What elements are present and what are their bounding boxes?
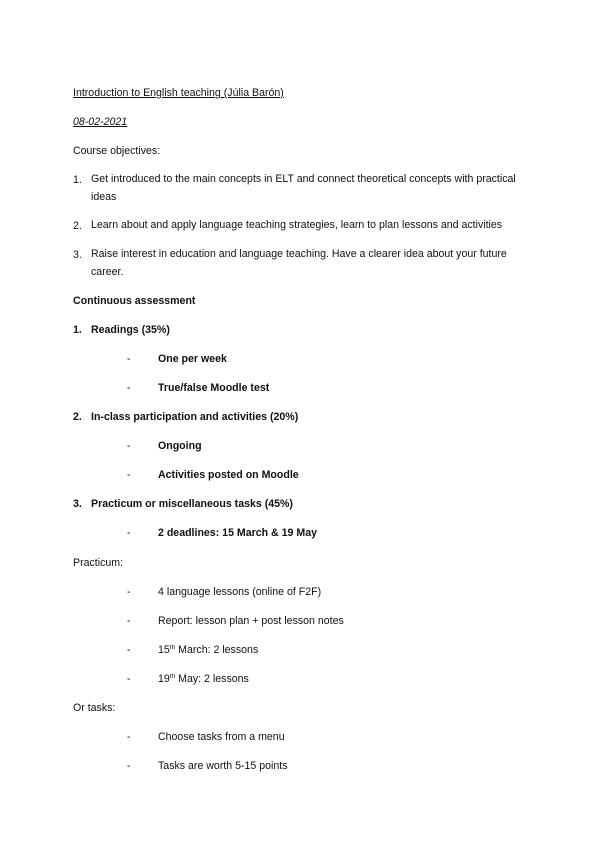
bullet-dash: - [127,644,131,656]
objective-number: 3. [73,249,82,261]
bullet-text: 2 deadlines: 15 March & 19 May [158,527,317,539]
assessment-number: 1. [73,324,82,336]
bullet-text: One per week [158,353,227,365]
assessment-label: Readings (35%) [91,324,170,336]
document-title: Introduction to English teaching (Júlia Barón) [73,87,284,99]
date-rest: May: 2 lessons [175,673,249,685]
bullet-text: Activities posted on Moodle [158,469,299,481]
bullet-text: 4 language lessons (online of F2F) [158,586,322,598]
objective-text: Raise interest in education and language teaching. Have a clearer idea about your future career. [91,248,507,278]
bullet-dash: - [127,615,131,627]
bullet-text: Tasks are worth 5-15 points [158,760,288,772]
bullet-dash: - [127,527,131,539]
date-day: 19 [158,673,170,685]
bullet-text-date [158,643,258,657]
bullet-text: Ongoing [158,440,202,452]
date-day: 15 [158,644,170,656]
objective-text: Get introduced to the main concepts in ELT and connect theoretical concepts with practical ideas [91,173,516,203]
bullet-text-date [158,672,249,686]
tasks-heading: Or tasks: [73,702,116,714]
assessment-number: 2. [73,411,82,423]
objective-number: 2. [73,220,82,232]
bullet-text: Choose tasks from a menu [158,731,285,743]
assessment-label: In-class participation and activities (20%) [91,411,299,423]
date-suffix: th [169,673,176,680]
bullet-text: Report: lesson plan + post lesson notes [158,615,344,627]
bullet-dash: - [127,731,131,743]
assessment-number: 3. [73,498,82,510]
assessment-heading: Continuous assessment [73,295,196,307]
bullet-dash: - [127,353,131,365]
bullet-dash: - [127,382,131,394]
date-suffix: th [169,644,176,651]
bullet-dash: - [127,673,131,685]
bullet-dash: - [127,586,131,598]
document-date: 08-02-2021 [73,116,128,128]
assessment-label: Practicum or miscellaneous tasks (45%) [91,498,293,510]
bullet-dash: - [127,440,131,452]
date-rest: March: 2 lessons [175,644,259,656]
objective-number: 1. [73,174,82,186]
bullet-dash: - [127,760,131,772]
practicum-heading: Practicum: [73,557,124,569]
bullet-dash: - [127,469,131,481]
objectives-heading: Course objectives: [73,145,161,157]
objective-text: Learn about and apply language teaching strategies, learn to plan lessons and activities [91,219,503,231]
bullet-text: True/false Moodle test [158,382,270,394]
